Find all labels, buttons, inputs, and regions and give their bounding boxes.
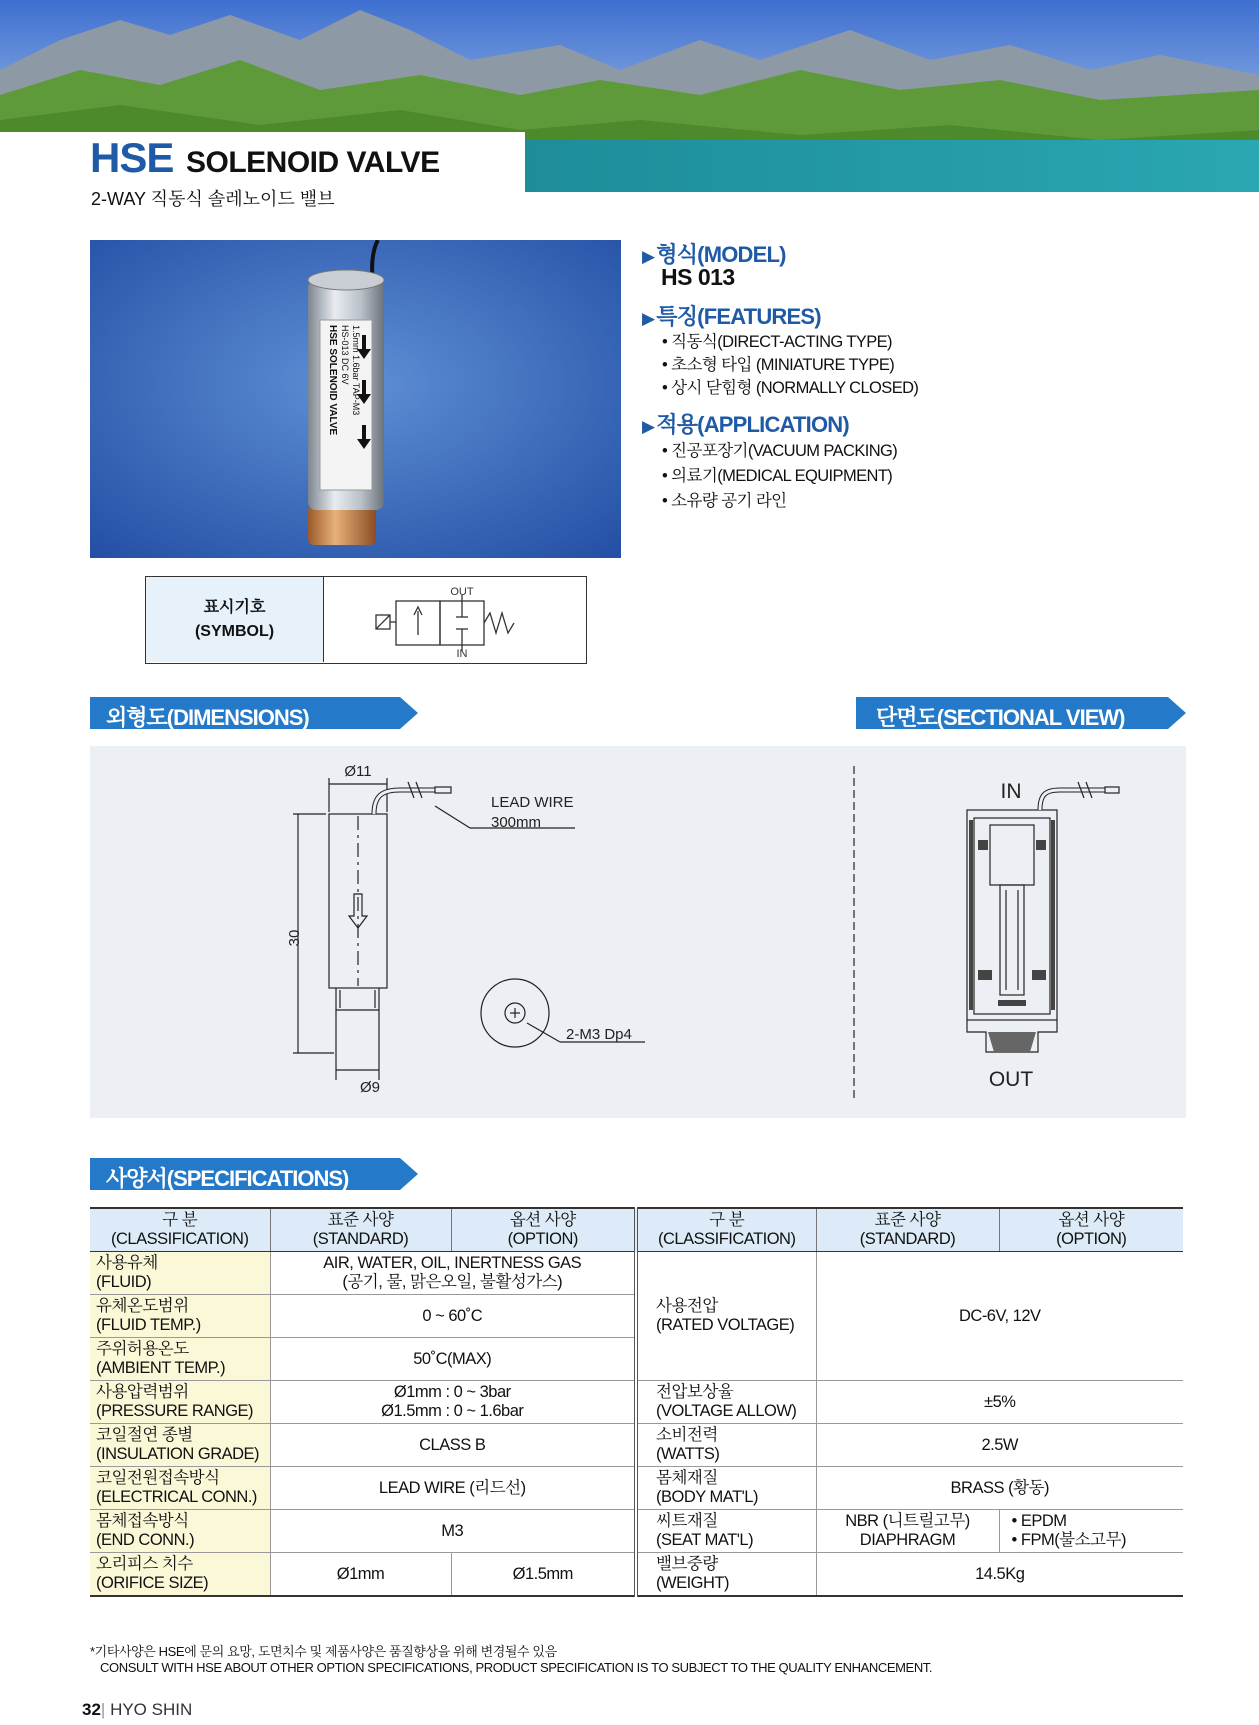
spec-standard: 50˚C(MAX) [270, 1338, 636, 1381]
valve-symbol-icon [324, 577, 586, 662]
product-photo [90, 240, 621, 558]
svg-text:1.5mm 1.6bar TAP-M3: 1.5mm 1.6bar TAP-M3 [351, 325, 361, 416]
dimensions-band: 외형도(DIMENSIONS) [90, 697, 418, 729]
model-value: HS 013 [661, 264, 735, 290]
port-label: 2-M3 Dp4 [566, 1026, 632, 1043]
symbol-box [145, 576, 587, 664]
spec-classification: 씨트재질 (SEAT MAT'L) [636, 1510, 816, 1553]
spec-standard: DC-6V, 12V [816, 1252, 1183, 1381]
table-row [90, 1510, 1183, 1553]
spec-standard: Ø1mm : 0 ~ 3bar Ø1.5mm : 0 ~ 1.6bar [270, 1381, 636, 1424]
spec-standard: Ø1mm [270, 1553, 451, 1597]
spec-classification: 몸체재질 (BODY MAT'L) [636, 1467, 816, 1510]
spec-classification: 밸브중량 (WEIGHT) [636, 1553, 816, 1597]
header-option: 옵션 사양 (OPTION) [999, 1208, 1183, 1252]
spec-standard: 0 ~ 60˚C [270, 1295, 636, 1338]
page-number: 32 [82, 1700, 101, 1719]
application-item: • 소유량 공기 라인 [662, 492, 787, 510]
height-label: 30 [286, 929, 303, 947]
header-standard: 표준 사양 (STANDARD) [270, 1208, 451, 1252]
spec-standard: 2.5W [816, 1424, 1183, 1467]
table-row [90, 1252, 1183, 1295]
note-korean: *기타사양은 HSE에 문의 요망, 도면치수 및 제품사양은 품질향상을 위해 변경될수 있음 [90, 1644, 557, 1659]
product-subtitle: 2-WAY 직동식 솔레노이드 밸브 [91, 189, 335, 209]
specifications-band: 사양서(SPECIFICATIONS) [90, 1158, 418, 1190]
feature-item: • 직동식(DIRECT-ACTING TYPE) [662, 333, 892, 351]
header-classification: 구 분 (CLASSIFICATION) [636, 1208, 816, 1252]
spec-standard: LEAD WIRE (리드선) [270, 1467, 636, 1510]
spec-classification: 사용유체 (FLUID) [90, 1252, 270, 1295]
specifications-table [90, 1207, 1183, 1597]
symbol-label: 표시기호 (SYMBOL) [146, 577, 324, 662]
application-item: • 진공포장기(VACUUM PACKING) [662, 442, 898, 460]
table-header-row [90, 1208, 1183, 1252]
brand-title: HSE [90, 134, 174, 181]
spec-standard: ±5% [816, 1381, 1183, 1424]
spec-classification: 몸체접속방식 (END CONN.) [90, 1510, 270, 1553]
spec-standard: CLASS B [270, 1424, 636, 1467]
application-heading: ▶적용(APPLICATION) [642, 412, 849, 437]
sectional-in-label: IN [1000, 780, 1022, 803]
spec-classification: 주위허용온도 (AMBIENT TEMP.) [90, 1338, 270, 1381]
svg-text:HSE SOLENOID VALVE: HSE SOLENOID VALVE [327, 325, 338, 436]
table-row [90, 1381, 1183, 1424]
spec-classification: 유체온도범위 (FLUID TEMP.) [90, 1295, 270, 1338]
spec-option: • EPDM • FPM(불소고무) [999, 1510, 1183, 1553]
spec-classification: 오리피스 치수 (ORIFICE SIZE) [90, 1553, 270, 1597]
sectional-band: 단면도(SECTIONAL VIEW) [856, 697, 1186, 729]
table-row [90, 1467, 1183, 1510]
spec-standard: BRASS (황동) [816, 1467, 1183, 1510]
top-diameter-label: Ø11 [344, 763, 372, 780]
spec-classification: 코일절연 종별 (INSULATION GRADE) [90, 1424, 270, 1467]
model-heading: ▶형식(MODEL) [642, 242, 786, 267]
header-classification: 구 분 (CLASSIFICATION) [90, 1208, 270, 1252]
spec-classification: 소비전력 (WATTS) [636, 1424, 816, 1467]
spec-standard: NBR (니트릴고무) DIAPHRAGM [816, 1510, 999, 1553]
sectional-out-label: OUT [988, 1068, 1034, 1091]
header-option: 옵션 사양 (OPTION) [451, 1208, 636, 1252]
spec-classification: 사용전압 (RATED VOLTAGE) [636, 1252, 816, 1381]
product-title: SOLENOID VALVE [186, 146, 440, 179]
table-row [90, 1553, 1183, 1597]
symbol-out-label: OUT [450, 586, 474, 598]
spec-classification: 전압보상율 (VOLTAGE ALLOW) [636, 1381, 816, 1424]
feature-item: • 초소형 타입 (MINIATURE TYPE) [662, 356, 895, 374]
lead-length-label: 300mm [491, 814, 542, 831]
header-standard: 표준 사양 (STANDARD) [816, 1208, 999, 1252]
spec-standard: M3 [270, 1510, 636, 1553]
features-heading: ▶특징(FEATURES) [642, 304, 821, 329]
lead-wire-label: LEAD WIRE [491, 794, 574, 811]
note-english: CONSULT WITH HSE ABOUT OTHER OPTION SPECIFICATIONS, PRODUCT SPECIFICATION IS TO SUBJECT TO THE QUALITY ENHANCEMENT. [100, 1660, 933, 1675]
company-name: HYO SHIN [110, 1700, 193, 1719]
page-footer: 32| HYO SHIN [82, 1700, 193, 1719]
bottom-diameter-label: Ø9 [359, 1079, 381, 1096]
spec-option: Ø1.5mm [451, 1553, 636, 1597]
spec-classification: 코일전원접속방식 (ELECTRICAL CONN.) [90, 1467, 270, 1510]
spec-standard: 14.5Kg [816, 1553, 1183, 1597]
feature-item: • 상시 닫힘형 (NORMALLY CLOSED) [662, 379, 919, 397]
sectional-view-drawing [950, 770, 1140, 1100]
table-row [90, 1424, 1183, 1467]
application-item: • 의료기(MEDICAL EQUIPMENT) [662, 467, 893, 485]
spec-standard: AIR, WATER, OIL, INERTNESS GAS (공기, 물, 맑은오일, 불활성가스) [270, 1252, 636, 1295]
svg-text:HS-013 DC 6V: HS-013 DC 6V [340, 325, 350, 385]
spec-classification: 사용압력범위 (PRESSURE RANGE) [90, 1381, 270, 1424]
symbol-in-label: IN [456, 648, 468, 660]
